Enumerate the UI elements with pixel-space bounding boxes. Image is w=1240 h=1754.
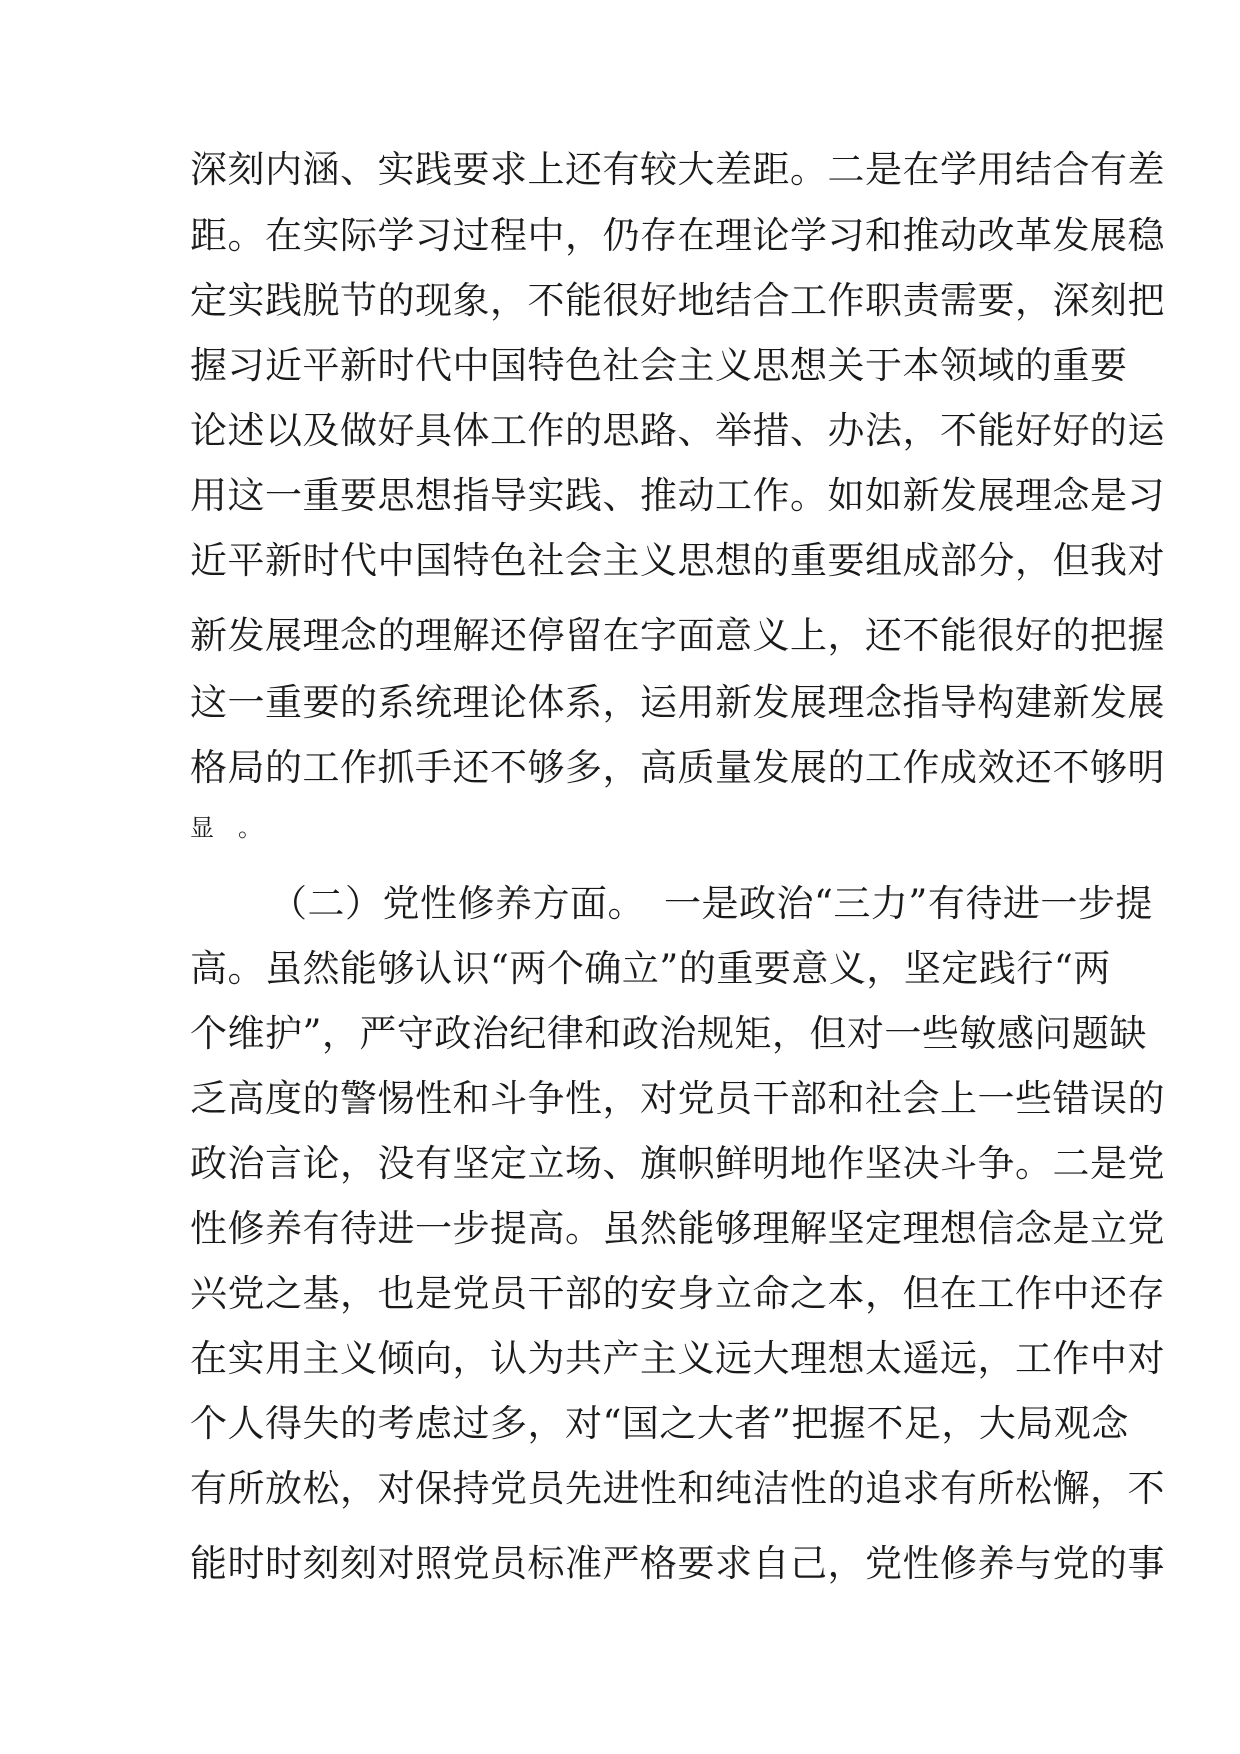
text-line-9: 这一重要的系统理论体系，运用新发展理念指导构建新发展 [190, 681, 1165, 724]
text-line-15: 乏高度的警惕性和斗争性，对党员干部和社会上一些错误的 [190, 1077, 1165, 1120]
text-line-13: 高。虽然能够认识“两个确立”的重要意义，坚定践行“两 [190, 947, 1111, 990]
text-line-20: 个人得失的考虑过多，对“国之大者”把握不足，大局观念 [190, 1402, 1129, 1445]
text-line-11: 显 。 [190, 814, 262, 842]
text-line-10: 格局的工作抓手还不够多，高质量发展的工作成效还不够明 [190, 746, 1165, 789]
text-line-7: 近平新时代中国特色社会主义思想的重要组成部分，但我对 [190, 539, 1165, 582]
text-line-3: 定实践脱节的现象，不能很好地结合工作职责需要，深刻把 [190, 279, 1165, 322]
text-line-4: 握习近平新时代中国特色社会主义思想关于本领域的重要 [190, 344, 1128, 387]
text-line-5: 论述以及做好具体工作的思路、举措、办法，不能好好的运 [190, 409, 1165, 452]
text-line-22: 能时时刻刻对照党员标准严格要求自己，党性修养与党的事 [190, 1542, 1165, 1585]
text-line-16: 政治言论，没有坚定立场、旗帜鲜明地作坚决斗争。二是党 [190, 1142, 1165, 1185]
text-line-8: 新发展理念的理解还停留在字面意义上，还不能很好的把握 [190, 614, 1165, 657]
text-line-17: 性修养有待进一步提高。虽然能够理解坚定理想信念是立党 [190, 1207, 1165, 1250]
text-line-1: 深刻内涵、实践要求上还有较大差距。二是在学用结合有差 [190, 148, 1165, 191]
text-line-2: 距。在实际学习过程中，仍存在理论学习和推动改革发展稳 [190, 214, 1165, 257]
text-line-6: 用这一重要思想指导实践、推动工作。如如新发展理念是习 [190, 474, 1165, 517]
section-heading-line: （二）党性修养方面。 一是政治“三力”有待进一步提 [270, 882, 1153, 925]
text-line-18: 兴党之基，也是党员干部的安身立命之本，但在工作中还存 [190, 1272, 1165, 1315]
text-line-19: 在实用主义倾向，认为共产主义远大理想太遥远，工作中对 [190, 1337, 1165, 1380]
text-line-21: 有所放松，对保持党员先进性和纯洁性的追求有所松懈，不 [190, 1467, 1165, 1510]
text-line-14: 个维护”，严守政治纪律和政治规矩，但对一些敏感问题缺 [190, 1012, 1147, 1055]
